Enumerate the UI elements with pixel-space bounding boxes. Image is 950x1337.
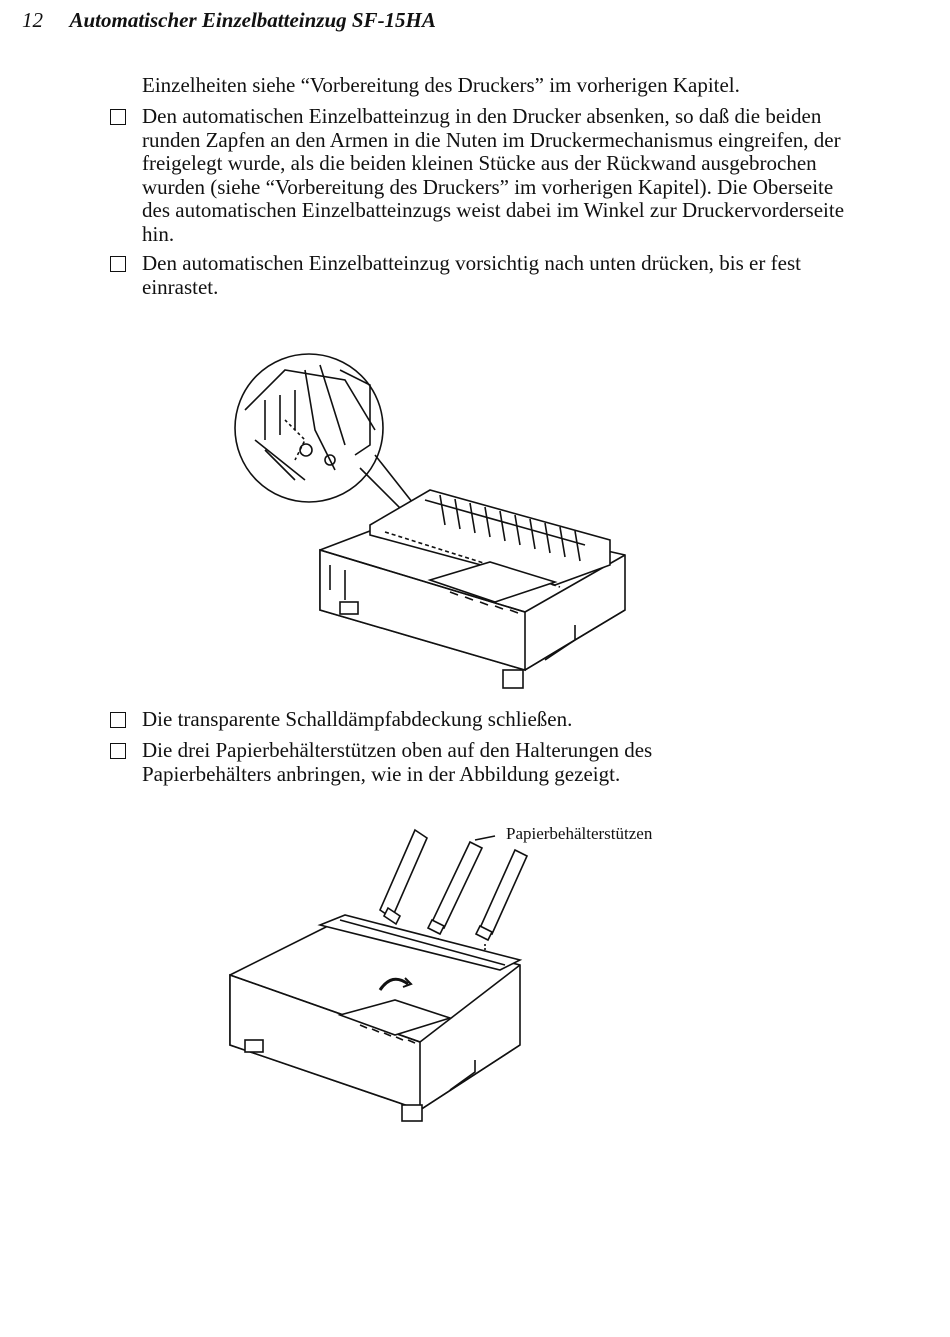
step-2-text: Den automatischen Einzelbatteinzug vorsichtig nach unten drücken, bis er fest einrastet. — [142, 251, 801, 299]
page-header — [22, 8, 436, 33]
step-1-text: Den automatischen Einzelbatteinzug in den Drucker absenken, so daß die beiden runden Zapfen an den Armen in die Nuten im Druckermechanismus eingreifen, der freigelegt wurde, als die beiden kleinen Stücke aus der Rückwand ausgebrochen wurden (siehe “Vorbereitung des Druckers” im vorherigen Kapitel). Die Oberseite des automatischen Einzelbatteinzugs weist dabei im Winkel zur Druckervorderseite hin. — [142, 104, 845, 246]
figure-label: Papierbehälterstützen — [506, 824, 653, 843]
checkbox-bullet-icon — [110, 109, 128, 127]
step-3-text: Die transparente Schalldämpfabdeckung schließen. — [142, 707, 573, 731]
step-4-text: Die drei Papierbehälterstützen oben auf den Halterungen des Papierbehälters anbringen, wie in der Abbildung gezeigt. — [142, 738, 653, 786]
checkbox-bullet-icon — [110, 743, 128, 761]
intro-paragraph: Einzelheiten siehe “Vorbereitung des Druckers” im vorherigen Kapitel. — [142, 73, 740, 97]
printer-detail-illustration — [225, 340, 645, 700]
page-number: 12 — [22, 8, 43, 32]
header-title: Automatischer Einzelbatteinzug SF-15HA — [69, 8, 436, 32]
paper-support-illustration — [220, 820, 550, 1130]
checkbox-bullet-icon — [110, 256, 128, 274]
checkbox-bullet-icon — [110, 712, 128, 730]
